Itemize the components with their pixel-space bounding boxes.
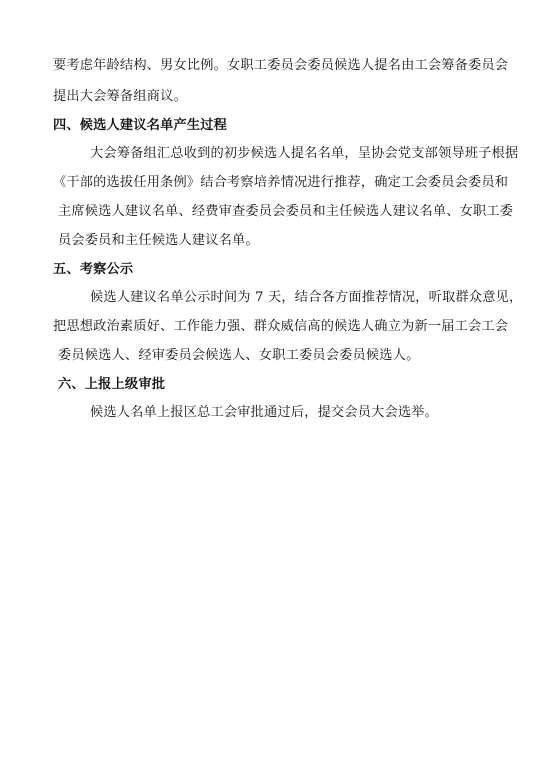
section-4-line-1: 大会筹备组汇总收到的初步候选人提名名单，呈协会党支部领导班子根据 (90, 146, 519, 161)
section-4-line-4: 员会委员和主任候选人建议名单。 (58, 233, 259, 248)
section-4-heading: 四、候选人建议名单产生过程 (53, 118, 228, 133)
section-6-heading: 六、上报上级审批 (58, 377, 166, 392)
section-6-line-1: 候选人名单上报区总工会审批通过后，提交会员大会选举。 (90, 405, 439, 420)
intro-line-2: 提出大会筹备组商议。 (53, 89, 187, 104)
intro-line-1: 要考虑年龄结构、男女比例。女职工委员会委员候选人提名由工会筹备委员会 (53, 58, 509, 73)
section-5-line-2: 把思想政治素质好、工作能力强、群众威信高的候选人确立为新一届工会工会 (53, 319, 509, 334)
section-5-line-3: 委员候选人、经审委员会候选人、女职工委员会委员候选人。 (58, 348, 420, 363)
section-4-line-3: 主席候选人建议名单、经费审查委员会委员和主任候选人建议名单、女职工委 (58, 204, 514, 219)
section-4-line-2: 《干部的选拔任用条例》结合考察培养情况进行推荐，确定工会委员会委员和 (53, 175, 509, 190)
section-5-heading: 五、考察公示 (53, 262, 134, 277)
section-5-line-1: 候选人建议名单公示时间为 7 天，结合各方面推荐情况，听取群众意见， (90, 290, 523, 305)
